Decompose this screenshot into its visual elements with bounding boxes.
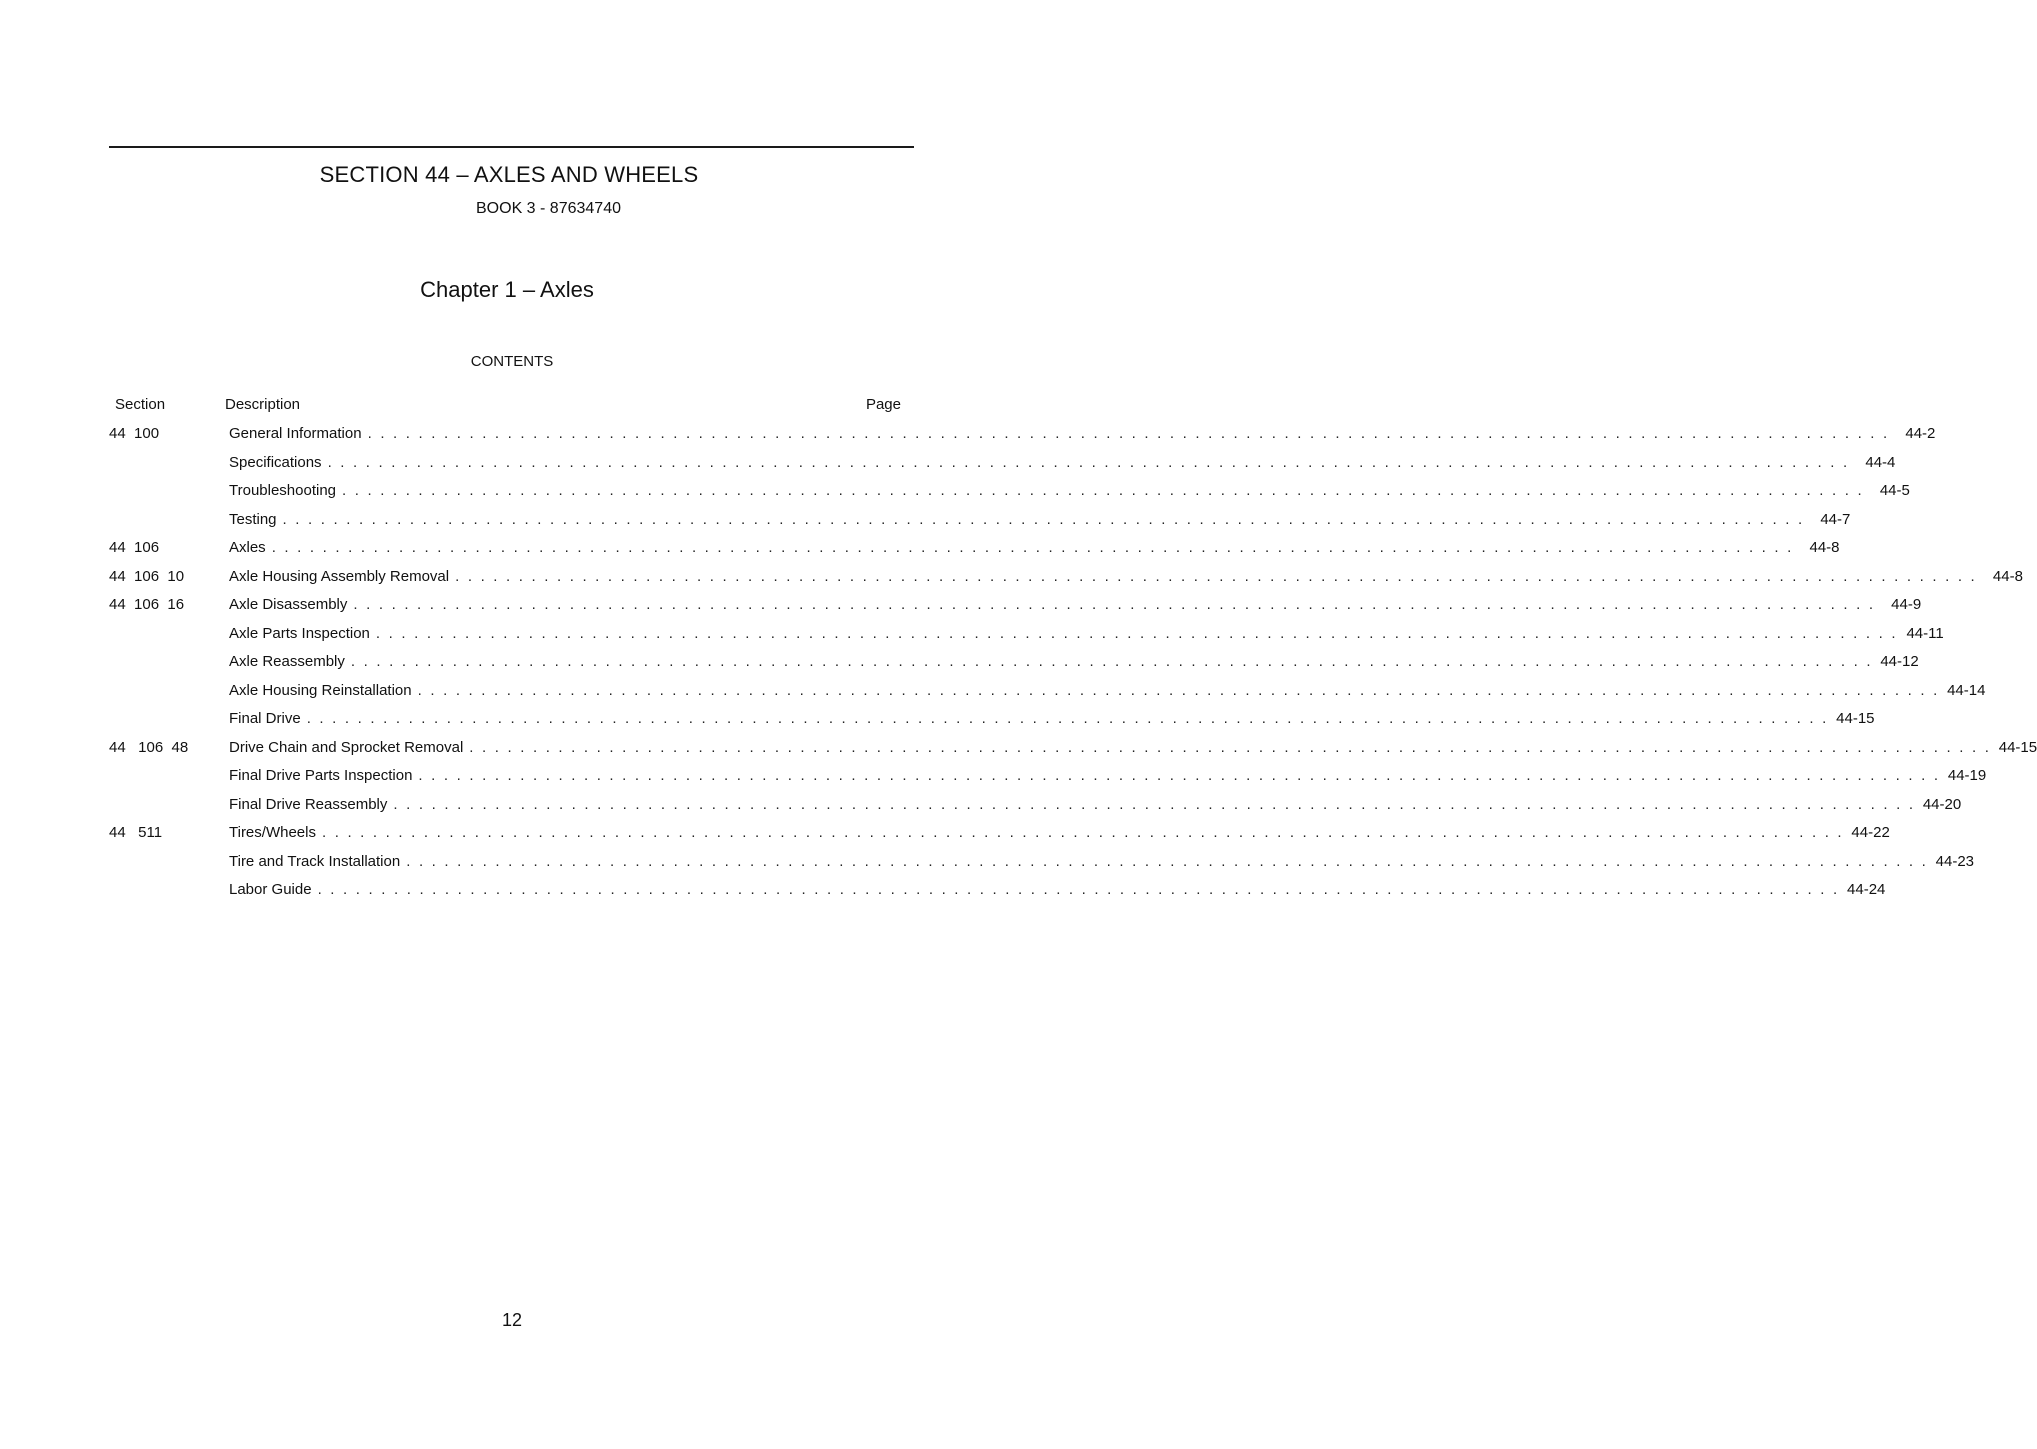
toc-row: [0, 676, 1986, 705]
toc-row: [0, 818, 1890, 847]
toc-entry: [229, 653, 1919, 670]
toc-description: Testing: [229, 511, 283, 528]
toc-row: [0, 505, 1851, 534]
toc-description: Axle Housing Reinstallation: [229, 682, 418, 699]
dot-leader: . . . . . . . . . . . . . . . . . . . . . . . . . . . . . . . . . . . . . . . . . . . . . . . . . . . . . . . . . . . . . . . . . . . . . . . . . . . . . . . . . . . . . . . . . . . . . . . . . . . . . . . . . . . . . . . . . . . . . . . .: [327, 453, 1850, 471]
dot-leader: . . . . . . . . . . . . . . . . . . . . . . . . . . . . . . . . . . . . . . . . . . . . . . . . . . . . . . . . . . . . . . . . . . . . . . . . . . . . . . . . . . . . . . . . . . . . . . . . . . . . . . . . . . . . . . . . . . . . . . . .: [282, 510, 1805, 528]
toc-section-number: 44 100: [109, 425, 160, 442]
toc-entry: [229, 453, 1896, 471]
toc-row: [0, 448, 1896, 477]
column-header-page: Page: [865, 396, 901, 413]
dot-leader: . . . . . . . . . . . . . . . . . . . . . . . . . . . . . . . . . . . . . . . . . . . . . . . . . . . . . . . . . . . . . . . . . . . . . . . . . . . . . . . . . . . . . . . . . . . . . . . . . . . . . . . . . . . . . . . . . . . . . . . .: [406, 852, 1929, 870]
toc-description: Troubleshooting: [229, 482, 342, 499]
dot-leader: . . . . . . . . . . . . . . . . . . . . . . . . . . . . . . . . . . . . . . . . . . . . . . . . . . . . . . . . . . . . . . . . . . . . . . . . . . . . . . . . . . . . . . . . . . . . . . . . . . . . . . . . . . . . . . . . . . . . . . . .: [375, 624, 1898, 642]
chapter-title: Chapter 1 – Axles: [420, 277, 594, 302]
column-header-description: Description: [225, 396, 301, 413]
toc-page-number: 44-12: [1880, 653, 1919, 670]
toc-page-number: 44-24: [1847, 881, 1886, 898]
dot-leader: . . . . . . . . . . . . . . . . . . . . . . . . . . . . . . . . . . . . . . . . . . . . . . . . . . . . . . . . . . . . . . . . . . . . . . . . . . . . . . . . . . . . . . . . . . . . . . . . . . . . . . . . . . . . . . . . . . . . . . . .: [469, 738, 1992, 756]
toc-description: Tires/Wheels: [229, 824, 322, 841]
toc-page-number: 44-7: [1820, 510, 1851, 528]
toc-page-number: 44-15: [1998, 738, 2037, 756]
toc-description: Specifications: [229, 454, 328, 471]
toc-row: [0, 704, 1875, 733]
toc-description: Final Drive: [229, 710, 307, 727]
toc-page-number: 44-8: [1992, 567, 2023, 585]
dot-leader: . . . . . . . . . . . . . . . . . . . . . . . . . . . . . . . . . . . . . . . . . . . . . . . . . . . . . . . . . . . . . . . . . . . . . . . . . . . . . . . . . . . . . . . . . . . . . . . . . . . . . . . . . . . . . . . . . . . . . . . .: [271, 539, 1794, 556]
toc-page-number: 44-19: [1947, 767, 1987, 784]
column-header-section: Section: [115, 396, 166, 413]
toc-entry: [229, 881, 1886, 898]
dot-leader: . . . . . . . . . . . . . . . . . . . . . . . . . . . . . . . . . . . . . . . . . . . . . . . . . . . . . . . . . . . . . . . . . . . . . . . . . . . . . . . . . . . . . . . . . . . . . . . . . . . . . . . . . . . . . . . . . . . . . . . .: [353, 596, 1876, 613]
toc-row: [0, 590, 1922, 619]
section-title: SECTION 44 – AXLES AND WHEELS: [319, 162, 699, 187]
toc-description: Axle Parts Inspection: [229, 625, 376, 642]
toc-entry: [229, 539, 1840, 556]
toc-entry: [229, 596, 1922, 613]
toc-entry: [229, 681, 1986, 699]
toc-page-number: 44-5: [1879, 482, 1910, 499]
toc-section-number: 44 106 48: [109, 738, 189, 756]
toc-section-number: 44 106 16: [109, 596, 185, 613]
dot-leader: . . . . . . . . . . . . . . . . . . . . . . . . . . . . . . . . . . . . . . . . . . . . . . . . . . . . . . . . . . . . . . . . . . . . . . . . . . . . . . . . . . . . . . . . . . . . . . . . . . . . . . . . . . . . . . . . . . . . . . . .: [321, 824, 1844, 841]
toc-description: Axles: [229, 539, 272, 556]
toc-row: [0, 875, 1886, 904]
dot-leader: . . . . . . . . . . . . . . . . . . . . . . . . . . . . . . . . . . . . . . . . . . . . . . . . . . . . . . . . . . . . . . . . . . . . . . . . . . . . . . . . . . . . . . . . . . . . . . . . . . . . . . . . . . . . . . . . . . . . . . . .: [418, 767, 1941, 784]
toc-row: [0, 790, 1962, 819]
toc-entry: [229, 510, 1851, 528]
toc-entry: [229, 852, 1975, 870]
toc-page-number: 44-4: [1865, 453, 1896, 471]
toc-section-number: 44 106 10: [109, 567, 185, 585]
toc-row: [0, 562, 2023, 591]
toc-entry: [229, 710, 1875, 727]
toc-page-number: 44-8: [1809, 539, 1840, 556]
toc-row: [0, 647, 1919, 676]
toc-page-number: 44-2: [1905, 425, 1936, 442]
dot-leader: . . . . . . . . . . . . . . . . . . . . . . . . . . . . . . . . . . . . . . . . . . . . . . . . . . . . . . . . . . . . . . . . . . . . . . . . . . . . . . . . . . . . . . . . . . . . . . . . . . . . . . . . . . . . . . . . . . . . . . . .: [342, 482, 1864, 499]
toc-entry: [229, 624, 1944, 642]
toc-entry: [229, 824, 1890, 841]
toc-page-number: 44-11: [1906, 624, 1944, 642]
toc-description: General Information: [229, 425, 368, 442]
contents-heading: CONTENTS: [470, 353, 554, 370]
top-rule: [109, 146, 914, 148]
toc-description: Axle Reassembly: [229, 653, 351, 670]
toc-row: [0, 733, 2037, 762]
dot-leader: . . . . . . . . . . . . . . . . . . . . . . . . . . . . . . . . . . . . . . . . . . . . . . . . . . . . . . . . . . . . . . . . . . . . . . . . . . . . . . . . . . . . . . . . . . . . . . . . . . . . . . . . . . . . . . . . . . . . . . . .: [455, 567, 1977, 585]
toc-entry: [229, 567, 2023, 585]
toc-description: Labor Guide: [229, 881, 318, 898]
book-number: BOOK 3 - 87634740: [476, 200, 621, 217]
toc-description: Axle Housing Assembly Removal: [229, 568, 455, 585]
toc-page-number: 44-23: [1935, 852, 1975, 870]
toc-section-number: 44 511: [109, 824, 163, 841]
toc-row: [0, 619, 1944, 648]
toc-page-number: 44-20: [1922, 795, 1962, 813]
toc-entry: [229, 738, 2037, 756]
toc-page-number: 44-22: [1851, 824, 1890, 841]
toc-description: Final Drive Reassembly: [229, 796, 393, 813]
table-of-contents: [0, 419, 2037, 904]
dot-leader: . . . . . . . . . . . . . . . . . . . . . . . . . . . . . . . . . . . . . . . . . . . . . . . . . . . . . . . . . . . . . . . . . . . . . . . . . . . . . . . . . . . . . . . . . . . . . . . . . . . . . . . . . . . . . . . . . . . . . . . .: [350, 653, 1873, 670]
toc-entry: [229, 482, 1910, 499]
dot-leader: . . . . . . . . . . . . . . . . . . . . . . . . . . . . . . . . . . . . . . . . . . . . . . . . . . . . . . . . . . . . . . . . . . . . . . . . . . . . . . . . . . . . . . . . . . . . . . . . . . . . . . . . . . . . . . . . . . . . . . . .: [317, 881, 1840, 898]
toc-row: [0, 419, 1936, 448]
toc-page-number: 44-14: [1947, 681, 1986, 699]
toc-description: Tire and Track Installation: [229, 853, 406, 870]
toc-section-number: 44 106: [109, 539, 160, 556]
toc-row: [0, 847, 1975, 876]
toc-page-number: 44-15: [1836, 710, 1875, 727]
dot-leader: . . . . . . . . . . . . . . . . . . . . . . . . . . . . . . . . . . . . . . . . . . . . . . . . . . . . . . . . . . . . . . . . . . . . . . . . . . . . . . . . . . . . . . . . . . . . . . . . . . . . . . . . . . . . . . . . . . . . . . . .: [393, 795, 1916, 813]
dot-leader: . . . . . . . . . . . . . . . . . . . . . . . . . . . . . . . . . . . . . . . . . . . . . . . . . . . . . . . . . . . . . . . . . . . . . . . . . . . . . . . . . . . . . . . . . . . . . . . . . . . . . . . . . . . . . . . . . . . . . . . .: [306, 710, 1829, 727]
toc-page-number: 44-9: [1891, 596, 1922, 613]
toc-entry: [229, 795, 1962, 813]
toc-row: [0, 761, 1987, 790]
page-number: 12: [501, 1310, 523, 1330]
toc-entry: [229, 425, 1936, 442]
toc-row: [0, 476, 1910, 505]
toc-entry: [229, 767, 1987, 784]
toc-row: [0, 533, 1840, 562]
toc-description: Axle Disassembly: [229, 596, 353, 613]
dot-leader: . . . . . . . . . . . . . . . . . . . . . . . . . . . . . . . . . . . . . . . . . . . . . . . . . . . . . . . . . . . . . . . . . . . . . . . . . . . . . . . . . . . . . . . . . . . . . . . . . . . . . . . . . . . . . . . . . . . . . . . .: [367, 425, 1890, 442]
toc-description: Drive Chain and Sprocket Removal: [229, 739, 469, 756]
dot-leader: . . . . . . . . . . . . . . . . . . . . . . . . . . . . . . . . . . . . . . . . . . . . . . . . . . . . . . . . . . . . . . . . . . . . . . . . . . . . . . . . . . . . . . . . . . . . . . . . . . . . . . . . . . . . . . . . . . . . . . . .: [417, 681, 1940, 699]
toc-description: Final Drive Parts Inspection: [229, 767, 418, 784]
